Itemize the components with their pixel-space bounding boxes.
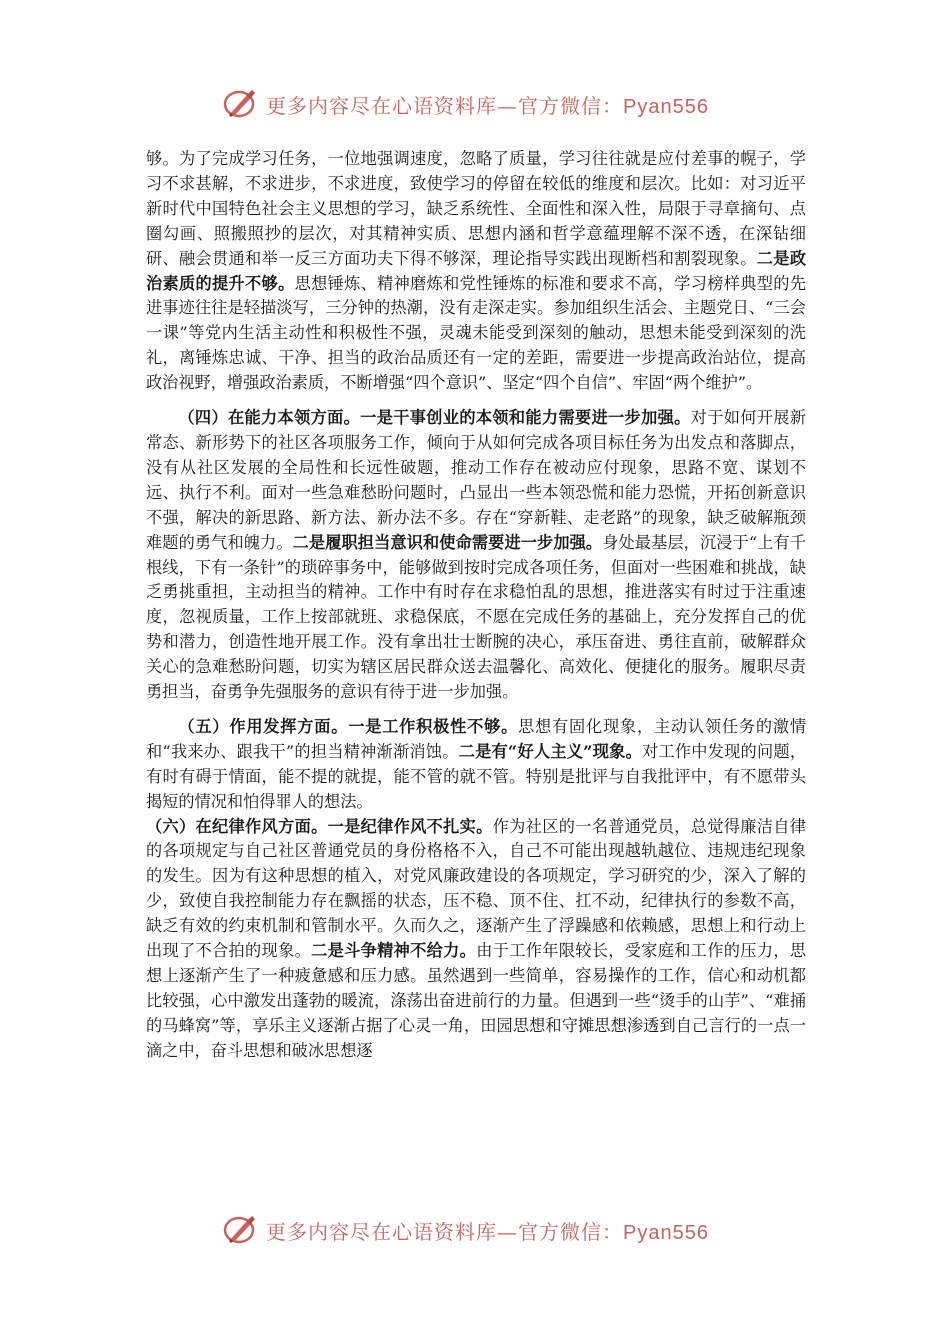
- banner-text: 更多内容尽在心语资料库—官方微信：Pyan556: [266, 93, 709, 118]
- document-body: [146, 147, 806, 1064]
- paragraph: （五）作用发挥方面。一是工作积极性不够。思想有固化现象，主动认领任务的激情和“我来办、跟我干”的担当精神渐渐消蚀。二是有“好人主义”现象。对工作中发现的问题，有时有碍于情面，能不提的就提，能不管的就不管。特别是批评与自我批评中，有不愿带头揭短的情况和怕得罪人的想法。: [146, 716, 807, 811]
- pen-circle-logo-icon: [222, 87, 258, 121]
- paragraph: （四）在能力本领方面。一是干事创业的本领和能力需要进一步加强。对于如何开展新常态、新形势下的社区各项服务工作，倾向于从如何完成各项目标任务为出发点和落脚点，没有从社区发展的全局性和长远性破题，推动工作存在被动应付现象，思路不宽、谋划不远、执行不利。面对一些急难愁盼问题时，凸显出一些本领恐慌和能力恐慌，开拓创新意识不强，解决的新思路、新方法、新办法不多。存在“穿新鞋、走老路”的现象，缺乏破解瓶颈难题的勇气和魄力。二是履职担当意识和使命需要进一步加强。身处最基层，沉浸于“上有千根线，下有一条针”的琐碎事务中，能够做到按时完成各项任务，但面对一些困难和挑战，缺乏勇挑重担，主动担当的精神。工作中有时存在求稳怕乱的思想，推进落实有时过于注重速度，忽视质量，工作上按部就班、求稳保底，不愿在完成任务的基础上，充分发挥自己的优势和潜力，创造性地开展工作。没有拿出壮士断腕的决心，承压奋进、勇往直前，破解群众关心的急难愁盼问题，切实为辖区居民群众送去温馨化、高效化、便捷化的服务。履职尽责勇担当，奋勇争先强服务的意识有待于进一步加强。: [146, 408, 807, 702]
- header-banner: [222, 86, 742, 122]
- pen-circle-logo-icon: [222, 1213, 258, 1247]
- wechat-id: Pyan556: [623, 95, 709, 118]
- banner-text: 更多内容尽在心语资料库—官方微信：Pyan556: [266, 1219, 709, 1244]
- paragraph: （六）在纪律作风方面。一是纪律作风不扎实。作为社区的一名普通党员，总觉得廉洁自律的各项规定与自己社区普通党员的身份格格不入，自己不可能出现越轨越位、违规违纪现象的发生。因为有这种思想的植入，对党风廉政建设的各项规定，学习研究的少，深入了解的少，致使自我控制能力存在飘摇的状态，压不稳、顶不住、扛不动，纪律执行的参数不高，缺乏有效的约束机制和管制水平。久而久之，逐渐产生了浮躁感和依赖感，思想上和行动上出现了不合拍的现象。二是斗争精神不给力。由于工作年限较长，受家庭和工作的压力，思想上逐渐产生了一种疲惫感和压力感。虽然遇到一些简单，容易操作的工作，信心和动机都比较强，心中激发出蓬勃的暖流，涤荡出奋进前行的力量。但遇到一些“烫手的山芋”、“难捅的马蜂窝”等，享乐主义逐渐占据了心灵一角，田园思想和守摊思想渗透到自己言行的一点一滴之中，奋斗思想和破冰思想逐: [146, 816, 807, 1060]
- footer-banner: [222, 1212, 742, 1248]
- paragraph: 够。为了完成学习任务，一位地强调速度，忽略了质量，学习往往就是应付差事的幌子，学习不求甚解，不求进步，不求进度，致使学习的停留在较低的维度和层次。比如：对习近平新时代中国特色社会主义思想的学习，缺乏系统性、全面性和深入性，局限于寻章摘句、点圈勾画、照搬照抄的层次，对其精神实质、思想内涵和哲学意蕴理解不深不透，在深钻细研、融会贯通和举一反三方面功夫下得不够深，理论指导实践出现断档和割裂现象。二是政治素质的提升不够。思想锤炼、精神磨炼和党性锤炼的标准和要求不高，学习榜样典型的先进事迹往往是轻描淡写，三分钟的热潮，没有走深走实。参加组织生活会、主题党日、“三会一课”等党内生活主动性和积极性不强，灵魂未能受到深刻的触动，思想未能受到深刻的洗礼，离锤炼忠诚、干净、担当的政治品质还有一定的差距，需要进一步提高政治站位，提高政治视野，增强政治素质，不断增强“四个意识”、坚定“四个自信”、牢固“两个维护”。: [146, 149, 807, 393]
- wechat-id: Pyan556: [623, 1221, 709, 1244]
